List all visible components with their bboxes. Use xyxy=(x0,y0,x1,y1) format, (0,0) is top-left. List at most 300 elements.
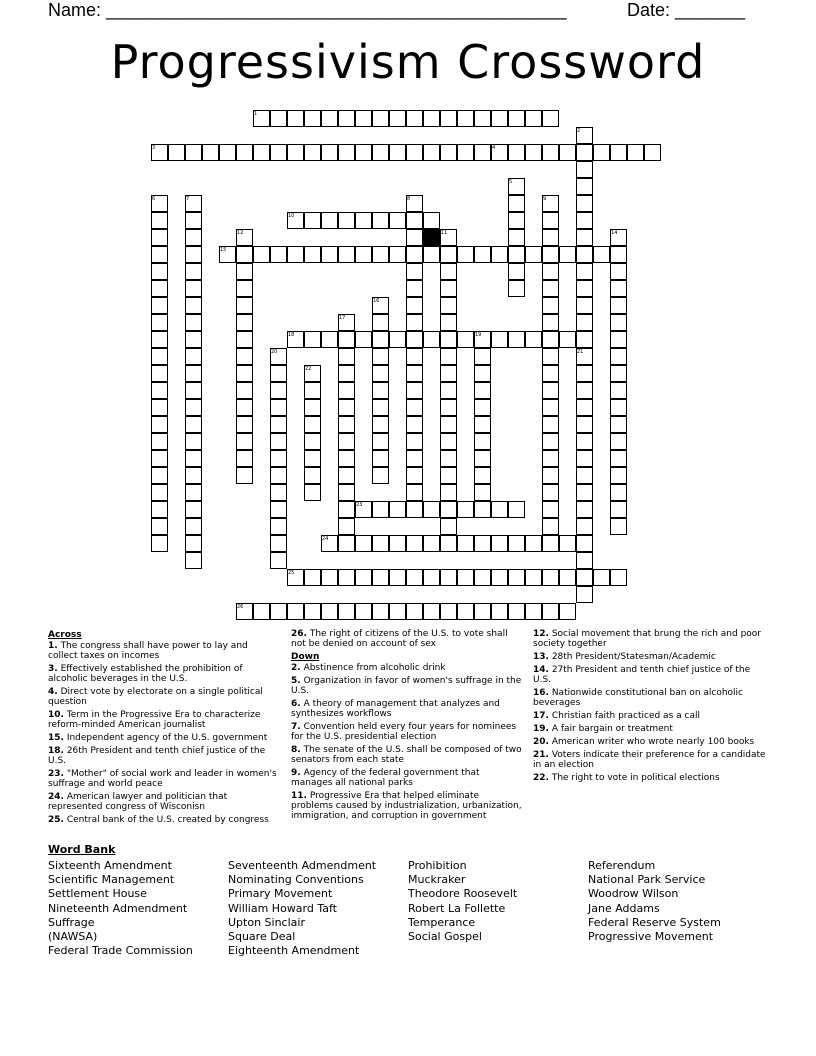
grid-cell[interactable] xyxy=(440,501,457,518)
grid-cell[interactable] xyxy=(474,416,491,433)
grid-cell[interactable] xyxy=(406,399,423,416)
grid-cell[interactable] xyxy=(151,297,168,314)
grid-cell[interactable] xyxy=(406,416,423,433)
grid-cell[interactable] xyxy=(576,399,593,416)
grid-cell[interactable] xyxy=(185,348,202,365)
grid-cell[interactable] xyxy=(151,433,168,450)
grid-cell[interactable] xyxy=(440,144,457,161)
grid-cell[interactable] xyxy=(389,144,406,161)
grid-cell[interactable] xyxy=(338,416,355,433)
grid-cell[interactable] xyxy=(644,144,661,161)
date-field[interactable]: Date: _______ xyxy=(627,0,746,20)
grid-cell[interactable] xyxy=(151,212,168,229)
grid-cell[interactable] xyxy=(542,110,559,127)
grid-cell[interactable] xyxy=(542,280,559,297)
grid-cell[interactable] xyxy=(287,246,304,263)
grid-cell[interactable] xyxy=(542,314,559,331)
grid-cell[interactable] xyxy=(185,399,202,416)
grid-cell[interactable] xyxy=(406,467,423,484)
grid-cell[interactable] xyxy=(542,331,559,348)
grid-cell[interactable] xyxy=(185,484,202,501)
grid-cell[interactable] xyxy=(474,484,491,501)
grid-cell[interactable] xyxy=(610,518,627,535)
grid-cell[interactable] xyxy=(576,178,593,195)
grid-cell[interactable] xyxy=(508,535,525,552)
grid-cell[interactable] xyxy=(440,263,457,280)
grid-cell[interactable] xyxy=(542,467,559,484)
grid-cell[interactable] xyxy=(542,603,559,620)
grid-cell[interactable] xyxy=(576,433,593,450)
grid-cell[interactable] xyxy=(185,467,202,484)
grid-cell[interactable] xyxy=(151,484,168,501)
grid-cell[interactable] xyxy=(355,569,372,586)
grid-cell[interactable] xyxy=(542,433,559,450)
grid-cell[interactable] xyxy=(185,246,202,263)
grid-cell[interactable] xyxy=(151,416,168,433)
grid-cell[interactable] xyxy=(406,603,423,620)
grid-cell[interactable] xyxy=(610,246,627,263)
grid-cell[interactable] xyxy=(576,144,593,161)
grid-cell[interactable] xyxy=(423,331,440,348)
grid-cell[interactable] xyxy=(440,246,457,263)
grid-cell[interactable] xyxy=(406,246,423,263)
grid-cell[interactable] xyxy=(440,314,457,331)
grid-cell[interactable] xyxy=(321,603,338,620)
grid-cell[interactable] xyxy=(338,518,355,535)
grid-cell[interactable] xyxy=(491,110,508,127)
grid-cell[interactable] xyxy=(542,569,559,586)
grid-cell[interactable] xyxy=(576,467,593,484)
grid-cell[interactable] xyxy=(372,450,389,467)
grid-cell[interactable] xyxy=(491,569,508,586)
grid-cell[interactable] xyxy=(440,535,457,552)
grid-cell[interactable] xyxy=(321,569,338,586)
grid-cell[interactable] xyxy=(610,450,627,467)
grid-cell[interactable] xyxy=(372,416,389,433)
grid-cell[interactable] xyxy=(406,348,423,365)
grid-cell[interactable] xyxy=(151,263,168,280)
grid-cell[interactable] xyxy=(508,212,525,229)
grid-cell[interactable] xyxy=(185,280,202,297)
grid-cell[interactable] xyxy=(338,501,355,518)
grid-cell[interactable] xyxy=(151,450,168,467)
grid-cell[interactable] xyxy=(559,246,576,263)
grid-cell[interactable] xyxy=(525,535,542,552)
grid-cell[interactable] xyxy=(423,246,440,263)
grid-cell[interactable] xyxy=(440,297,457,314)
grid-cell[interactable] xyxy=(372,433,389,450)
grid-cell[interactable] xyxy=(542,382,559,399)
grid-cell[interactable] xyxy=(304,110,321,127)
grid-cell[interactable] xyxy=(270,603,287,620)
grid-cell[interactable] xyxy=(525,246,542,263)
grid-cell[interactable] xyxy=(236,331,253,348)
grid-cell[interactable] xyxy=(338,569,355,586)
grid-cell[interactable] xyxy=(542,246,559,263)
grid-cell[interactable] xyxy=(185,212,202,229)
grid-cell[interactable] xyxy=(185,535,202,552)
grid-cell[interactable] xyxy=(236,365,253,382)
grid-cell[interactable] xyxy=(440,280,457,297)
grid-cell[interactable] xyxy=(406,144,423,161)
grid-cell[interactable] xyxy=(151,518,168,535)
grid-cell[interactable] xyxy=(321,144,338,161)
grid-cell[interactable] xyxy=(185,552,202,569)
grid-cell[interactable] xyxy=(576,450,593,467)
grid-cell[interactable] xyxy=(185,297,202,314)
grid-cell[interactable] xyxy=(474,501,491,518)
grid-cell[interactable] xyxy=(576,365,593,382)
grid-cell[interactable] xyxy=(423,535,440,552)
grid-cell[interactable] xyxy=(236,314,253,331)
grid-cell[interactable] xyxy=(627,144,644,161)
grid-cell[interactable] xyxy=(372,467,389,484)
grid-cell[interactable] xyxy=(610,467,627,484)
grid-cell[interactable] xyxy=(474,535,491,552)
grid-cell[interactable] xyxy=(406,212,423,229)
grid-cell[interactable] xyxy=(270,382,287,399)
grid-cell[interactable] xyxy=(406,484,423,501)
grid-cell[interactable] xyxy=(236,467,253,484)
grid-cell[interactable] xyxy=(491,246,508,263)
grid-cell[interactable] xyxy=(610,263,627,280)
grid-cell[interactable] xyxy=(406,450,423,467)
grid-cell[interactable] xyxy=(542,399,559,416)
grid-cell[interactable] xyxy=(236,348,253,365)
grid-cell[interactable] xyxy=(423,110,440,127)
grid-cell[interactable] xyxy=(576,501,593,518)
grid-cell[interactable] xyxy=(610,382,627,399)
grid-cell[interactable] xyxy=(338,365,355,382)
grid-cell[interactable] xyxy=(593,144,610,161)
grid-cell[interactable] xyxy=(474,399,491,416)
grid-cell[interactable] xyxy=(406,280,423,297)
grid-cell[interactable] xyxy=(474,144,491,161)
grid-cell[interactable] xyxy=(474,450,491,467)
grid-cell[interactable] xyxy=(406,535,423,552)
grid-cell[interactable] xyxy=(185,314,202,331)
grid-cell[interactable] xyxy=(304,603,321,620)
grid-cell[interactable] xyxy=(610,144,627,161)
grid-cell[interactable] xyxy=(576,518,593,535)
grid-cell[interactable] xyxy=(185,416,202,433)
grid-cell[interactable] xyxy=(338,450,355,467)
grid-cell[interactable] xyxy=(372,110,389,127)
grid-cell[interactable] xyxy=(321,110,338,127)
grid-cell[interactable] xyxy=(270,110,287,127)
grid-cell[interactable] xyxy=(304,450,321,467)
grid-cell[interactable] xyxy=(576,195,593,212)
grid-cell[interactable] xyxy=(287,603,304,620)
grid-cell[interactable] xyxy=(440,603,457,620)
grid-cell[interactable] xyxy=(474,433,491,450)
grid-cell[interactable] xyxy=(423,603,440,620)
grid-cell[interactable] xyxy=(270,467,287,484)
grid-cell[interactable] xyxy=(287,144,304,161)
grid-cell[interactable] xyxy=(457,501,474,518)
grid-cell[interactable] xyxy=(474,603,491,620)
grid-cell[interactable] xyxy=(440,416,457,433)
grid-cell[interactable] xyxy=(338,382,355,399)
grid-cell[interactable] xyxy=(542,450,559,467)
grid-cell[interactable] xyxy=(559,603,576,620)
grid-cell[interactable] xyxy=(457,246,474,263)
grid-cell[interactable] xyxy=(185,365,202,382)
name-field[interactable]: Name: ______________________________________________ xyxy=(48,0,567,20)
grid-cell[interactable] xyxy=(610,433,627,450)
grid-cell[interactable] xyxy=(355,246,372,263)
grid-cell[interactable] xyxy=(610,569,627,586)
grid-cell[interactable] xyxy=(151,501,168,518)
grid-cell[interactable] xyxy=(270,433,287,450)
grid-cell[interactable] xyxy=(270,518,287,535)
grid-cell[interactable] xyxy=(542,144,559,161)
grid-cell[interactable] xyxy=(440,348,457,365)
grid-cell[interactable] xyxy=(576,212,593,229)
grid-cell[interactable] xyxy=(372,501,389,518)
grid-cell[interactable] xyxy=(389,246,406,263)
grid-cell[interactable] xyxy=(304,331,321,348)
grid-cell[interactable] xyxy=(610,331,627,348)
grid-cell[interactable] xyxy=(559,569,576,586)
grid-cell[interactable] xyxy=(304,569,321,586)
grid-cell[interactable] xyxy=(440,399,457,416)
grid-cell[interactable] xyxy=(151,280,168,297)
grid-cell[interactable] xyxy=(151,229,168,246)
grid-cell[interactable] xyxy=(185,433,202,450)
grid-cell[interactable] xyxy=(355,110,372,127)
grid-cell[interactable] xyxy=(270,399,287,416)
grid-cell[interactable] xyxy=(423,569,440,586)
grid-cell[interactable] xyxy=(508,110,525,127)
grid-cell[interactable] xyxy=(576,280,593,297)
grid-cell[interactable] xyxy=(321,212,338,229)
grid-cell[interactable] xyxy=(559,144,576,161)
grid-cell[interactable] xyxy=(576,161,593,178)
grid-cell[interactable] xyxy=(338,331,355,348)
grid-cell[interactable] xyxy=(372,348,389,365)
grid-cell[interactable] xyxy=(253,144,270,161)
grid-cell[interactable] xyxy=(576,246,593,263)
grid-cell[interactable] xyxy=(270,535,287,552)
grid-cell[interactable] xyxy=(593,569,610,586)
grid-cell[interactable] xyxy=(236,399,253,416)
grid-cell[interactable] xyxy=(508,229,525,246)
grid-cell[interactable] xyxy=(542,263,559,280)
grid-cell[interactable] xyxy=(576,484,593,501)
grid-cell[interactable] xyxy=(508,144,525,161)
grid-cell[interactable] xyxy=(372,399,389,416)
grid-cell[interactable] xyxy=(151,382,168,399)
grid-cell[interactable] xyxy=(236,246,253,263)
grid-cell[interactable] xyxy=(576,297,593,314)
grid-cell[interactable] xyxy=(457,535,474,552)
grid-cell[interactable] xyxy=(372,212,389,229)
grid-cell[interactable] xyxy=(406,569,423,586)
grid-cell[interactable] xyxy=(287,110,304,127)
grid-cell[interactable] xyxy=(304,484,321,501)
grid-cell[interactable] xyxy=(236,450,253,467)
grid-cell[interactable] xyxy=(185,229,202,246)
grid-cell[interactable] xyxy=(440,467,457,484)
grid-cell[interactable] xyxy=(338,433,355,450)
grid-cell[interactable] xyxy=(304,382,321,399)
grid-cell[interactable] xyxy=(372,246,389,263)
grid-cell[interactable] xyxy=(576,552,593,569)
grid-cell[interactable] xyxy=(372,365,389,382)
grid-cell[interactable] xyxy=(406,229,423,246)
grid-cell[interactable] xyxy=(542,484,559,501)
grid-cell[interactable] xyxy=(151,365,168,382)
grid-cell[interactable] xyxy=(151,331,168,348)
grid-cell[interactable] xyxy=(542,348,559,365)
grid-cell[interactable] xyxy=(474,110,491,127)
grid-cell[interactable] xyxy=(474,569,491,586)
grid-cell[interactable] xyxy=(389,569,406,586)
grid-cell[interactable] xyxy=(440,382,457,399)
grid-cell[interactable] xyxy=(525,331,542,348)
grid-cell[interactable] xyxy=(440,450,457,467)
grid-cell[interactable] xyxy=(474,382,491,399)
grid-cell[interactable] xyxy=(338,110,355,127)
grid-cell[interactable] xyxy=(185,331,202,348)
grid-cell[interactable] xyxy=(338,348,355,365)
grid-cell[interactable] xyxy=(474,246,491,263)
grid-cell[interactable] xyxy=(151,399,168,416)
grid-cell[interactable] xyxy=(491,535,508,552)
grid-cell[interactable] xyxy=(270,484,287,501)
grid-cell[interactable] xyxy=(304,467,321,484)
grid-cell[interactable] xyxy=(355,535,372,552)
grid-cell[interactable] xyxy=(372,569,389,586)
grid-cell[interactable] xyxy=(406,365,423,382)
grid-cell[interactable] xyxy=(610,348,627,365)
grid-cell[interactable] xyxy=(508,246,525,263)
grid-cell[interactable] xyxy=(457,110,474,127)
grid-cell[interactable] xyxy=(576,569,593,586)
grid-cell[interactable] xyxy=(389,331,406,348)
grid-cell[interactable] xyxy=(508,569,525,586)
grid-cell[interactable] xyxy=(185,382,202,399)
grid-cell[interactable] xyxy=(559,535,576,552)
grid-cell[interactable] xyxy=(406,263,423,280)
grid-cell[interactable] xyxy=(406,110,423,127)
grid-cell[interactable] xyxy=(491,603,508,620)
grid-cell[interactable] xyxy=(576,331,593,348)
grid-cell[interactable] xyxy=(542,416,559,433)
grid-cell[interactable] xyxy=(270,246,287,263)
grid-cell[interactable] xyxy=(236,280,253,297)
grid-cell[interactable] xyxy=(576,382,593,399)
grid-cell[interactable] xyxy=(338,603,355,620)
grid-cell[interactable] xyxy=(372,331,389,348)
grid-cell[interactable] xyxy=(559,331,576,348)
grid-cell[interactable] xyxy=(253,246,270,263)
grid-cell[interactable] xyxy=(406,297,423,314)
grid-cell[interactable] xyxy=(610,314,627,331)
grid-cell[interactable] xyxy=(576,586,593,603)
grid-cell[interactable] xyxy=(355,144,372,161)
grid-cell[interactable] xyxy=(304,433,321,450)
grid-cell[interactable] xyxy=(423,212,440,229)
grid-cell[interactable] xyxy=(406,314,423,331)
grid-cell[interactable] xyxy=(355,331,372,348)
grid-cell[interactable] xyxy=(474,467,491,484)
grid-cell[interactable] xyxy=(253,603,270,620)
grid-cell[interactable] xyxy=(508,331,525,348)
grid-cell[interactable] xyxy=(440,484,457,501)
grid-cell[interactable] xyxy=(151,348,168,365)
grid-cell[interactable] xyxy=(389,110,406,127)
grid-cell[interactable] xyxy=(355,212,372,229)
grid-cell[interactable] xyxy=(304,144,321,161)
grid-cell[interactable] xyxy=(185,144,202,161)
grid-cell[interactable] xyxy=(610,399,627,416)
grid-cell[interactable] xyxy=(372,535,389,552)
grid-cell[interactable] xyxy=(151,535,168,552)
grid-cell[interactable] xyxy=(610,484,627,501)
grid-cell[interactable] xyxy=(338,399,355,416)
grid-cell[interactable] xyxy=(236,416,253,433)
grid-cell[interactable] xyxy=(491,331,508,348)
grid-cell[interactable] xyxy=(508,501,525,518)
grid-cell[interactable] xyxy=(525,603,542,620)
grid-cell[interactable] xyxy=(185,518,202,535)
grid-cell[interactable] xyxy=(406,433,423,450)
grid-cell[interactable] xyxy=(389,603,406,620)
grid-cell[interactable] xyxy=(457,603,474,620)
grid-cell[interactable] xyxy=(304,416,321,433)
grid-cell[interactable] xyxy=(236,382,253,399)
grid-cell[interactable] xyxy=(440,518,457,535)
grid-cell[interactable] xyxy=(270,144,287,161)
grid-cell[interactable] xyxy=(270,365,287,382)
grid-cell[interactable] xyxy=(423,144,440,161)
grid-cell[interactable] xyxy=(525,144,542,161)
grid-cell[interactable] xyxy=(542,518,559,535)
grid-cell[interactable] xyxy=(185,450,202,467)
grid-cell[interactable] xyxy=(338,246,355,263)
grid-cell[interactable] xyxy=(440,110,457,127)
grid-cell[interactable] xyxy=(423,501,440,518)
grid-cell[interactable] xyxy=(406,331,423,348)
grid-cell[interactable] xyxy=(610,501,627,518)
grid-cell[interactable] xyxy=(576,416,593,433)
grid-cell[interactable] xyxy=(542,501,559,518)
grid-cell[interactable] xyxy=(185,501,202,518)
grid-cell[interactable] xyxy=(491,501,508,518)
grid-cell[interactable] xyxy=(219,144,236,161)
grid-cell[interactable] xyxy=(542,297,559,314)
grid-cell[interactable] xyxy=(338,535,355,552)
grid-cell[interactable] xyxy=(389,501,406,518)
grid-cell[interactable] xyxy=(457,569,474,586)
grid-cell[interactable] xyxy=(338,467,355,484)
grid-cell[interactable] xyxy=(185,263,202,280)
grid-cell[interactable] xyxy=(338,484,355,501)
grid-cell[interactable] xyxy=(338,144,355,161)
grid-cell[interactable] xyxy=(610,280,627,297)
grid-cell[interactable] xyxy=(304,212,321,229)
grid-cell[interactable] xyxy=(508,195,525,212)
grid-cell[interactable] xyxy=(406,382,423,399)
grid-cell[interactable] xyxy=(168,144,185,161)
grid-cell[interactable] xyxy=(372,382,389,399)
grid-cell[interactable] xyxy=(542,212,559,229)
grid-cell[interactable] xyxy=(372,144,389,161)
grid-cell[interactable] xyxy=(270,552,287,569)
grid-cell[interactable] xyxy=(151,314,168,331)
